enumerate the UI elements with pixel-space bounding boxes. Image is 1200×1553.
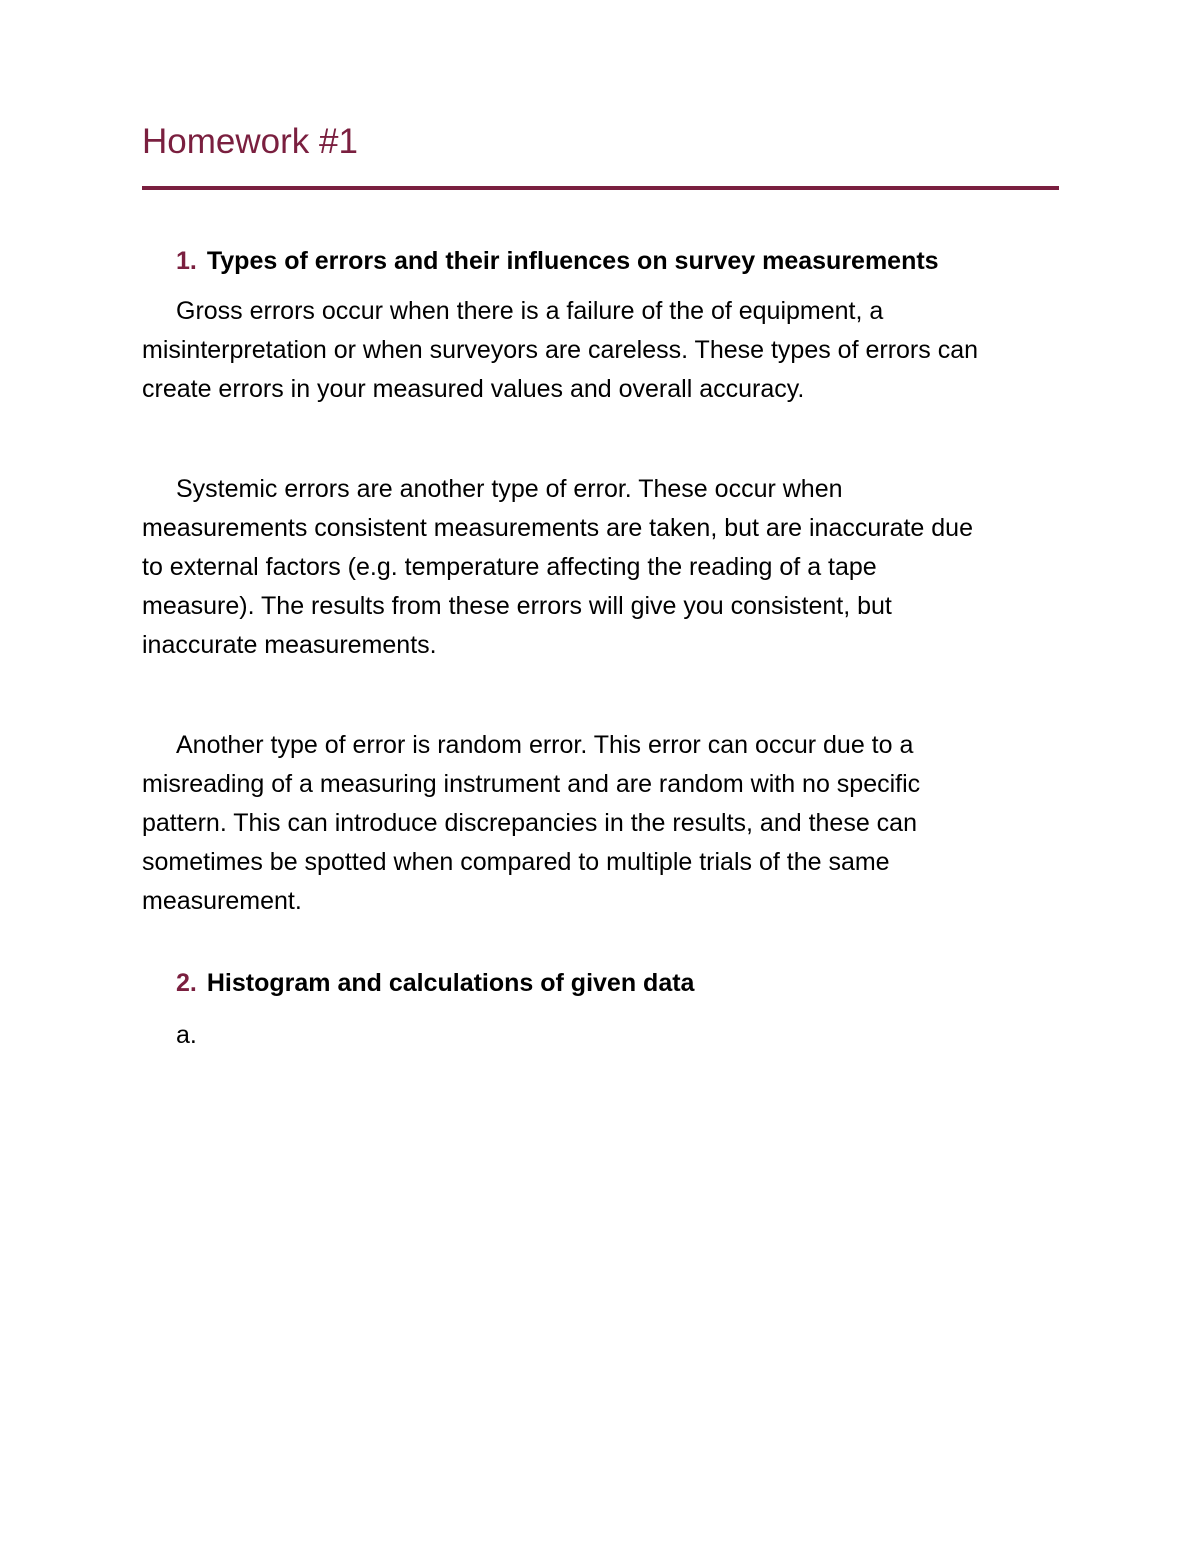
- section-2-sub-item: a.: [176, 1021, 197, 1049]
- section-2-title: Histogram and calculations of given data: [206, 969, 695, 997]
- paragraph-line: Systemic errors are another type of error. These occur when: [176, 475, 843, 503]
- paragraph-gross-errors: [142, 292, 1057, 409]
- paragraph-line: measure). The results from these errors will give you consistent, but: [142, 592, 892, 620]
- paragraph-line: sometimes be spotted when compared to multiple trials of the same: [142, 848, 890, 876]
- paragraph-line: measurements consistent measurements are taken, but are inaccurate due: [142, 514, 973, 542]
- section-1-heading: [176, 244, 939, 278]
- paragraph-line: measurement.: [142, 887, 302, 915]
- section-1-number: 1.: [176, 247, 197, 275]
- section-1-title: Types of errors and their influences on survey measurements: [206, 247, 939, 275]
- document-title: Homework #1: [142, 122, 358, 161]
- paragraph-line: create errors in your measured values and overall accuracy.: [142, 375, 805, 403]
- paragraph-systemic-errors: [142, 470, 1057, 665]
- paragraph-line: misinterpretation or when surveyors are careless. These types of errors can: [142, 336, 979, 364]
- paragraph-line: misreading of a measuring instrument and are random with no specific: [142, 770, 921, 798]
- section-2-number: 2.: [176, 969, 197, 997]
- paragraph-line: Another type of error is random error. This error can occur due to a: [176, 731, 914, 759]
- paragraph-line: inaccurate measurements.: [142, 631, 437, 659]
- title-divider: [142, 186, 1059, 190]
- paragraph-line: to external factors (e.g. temperature affecting the reading of a tape: [142, 553, 877, 581]
- paragraph-random-errors: [142, 726, 1057, 921]
- paragraph-line: pattern. This can introduce discrepancies in the results, and these can: [142, 809, 917, 837]
- section-2-heading: [176, 966, 694, 1000]
- paragraph-line: Gross errors occur when there is a failure of the of equipment, a: [176, 297, 884, 325]
